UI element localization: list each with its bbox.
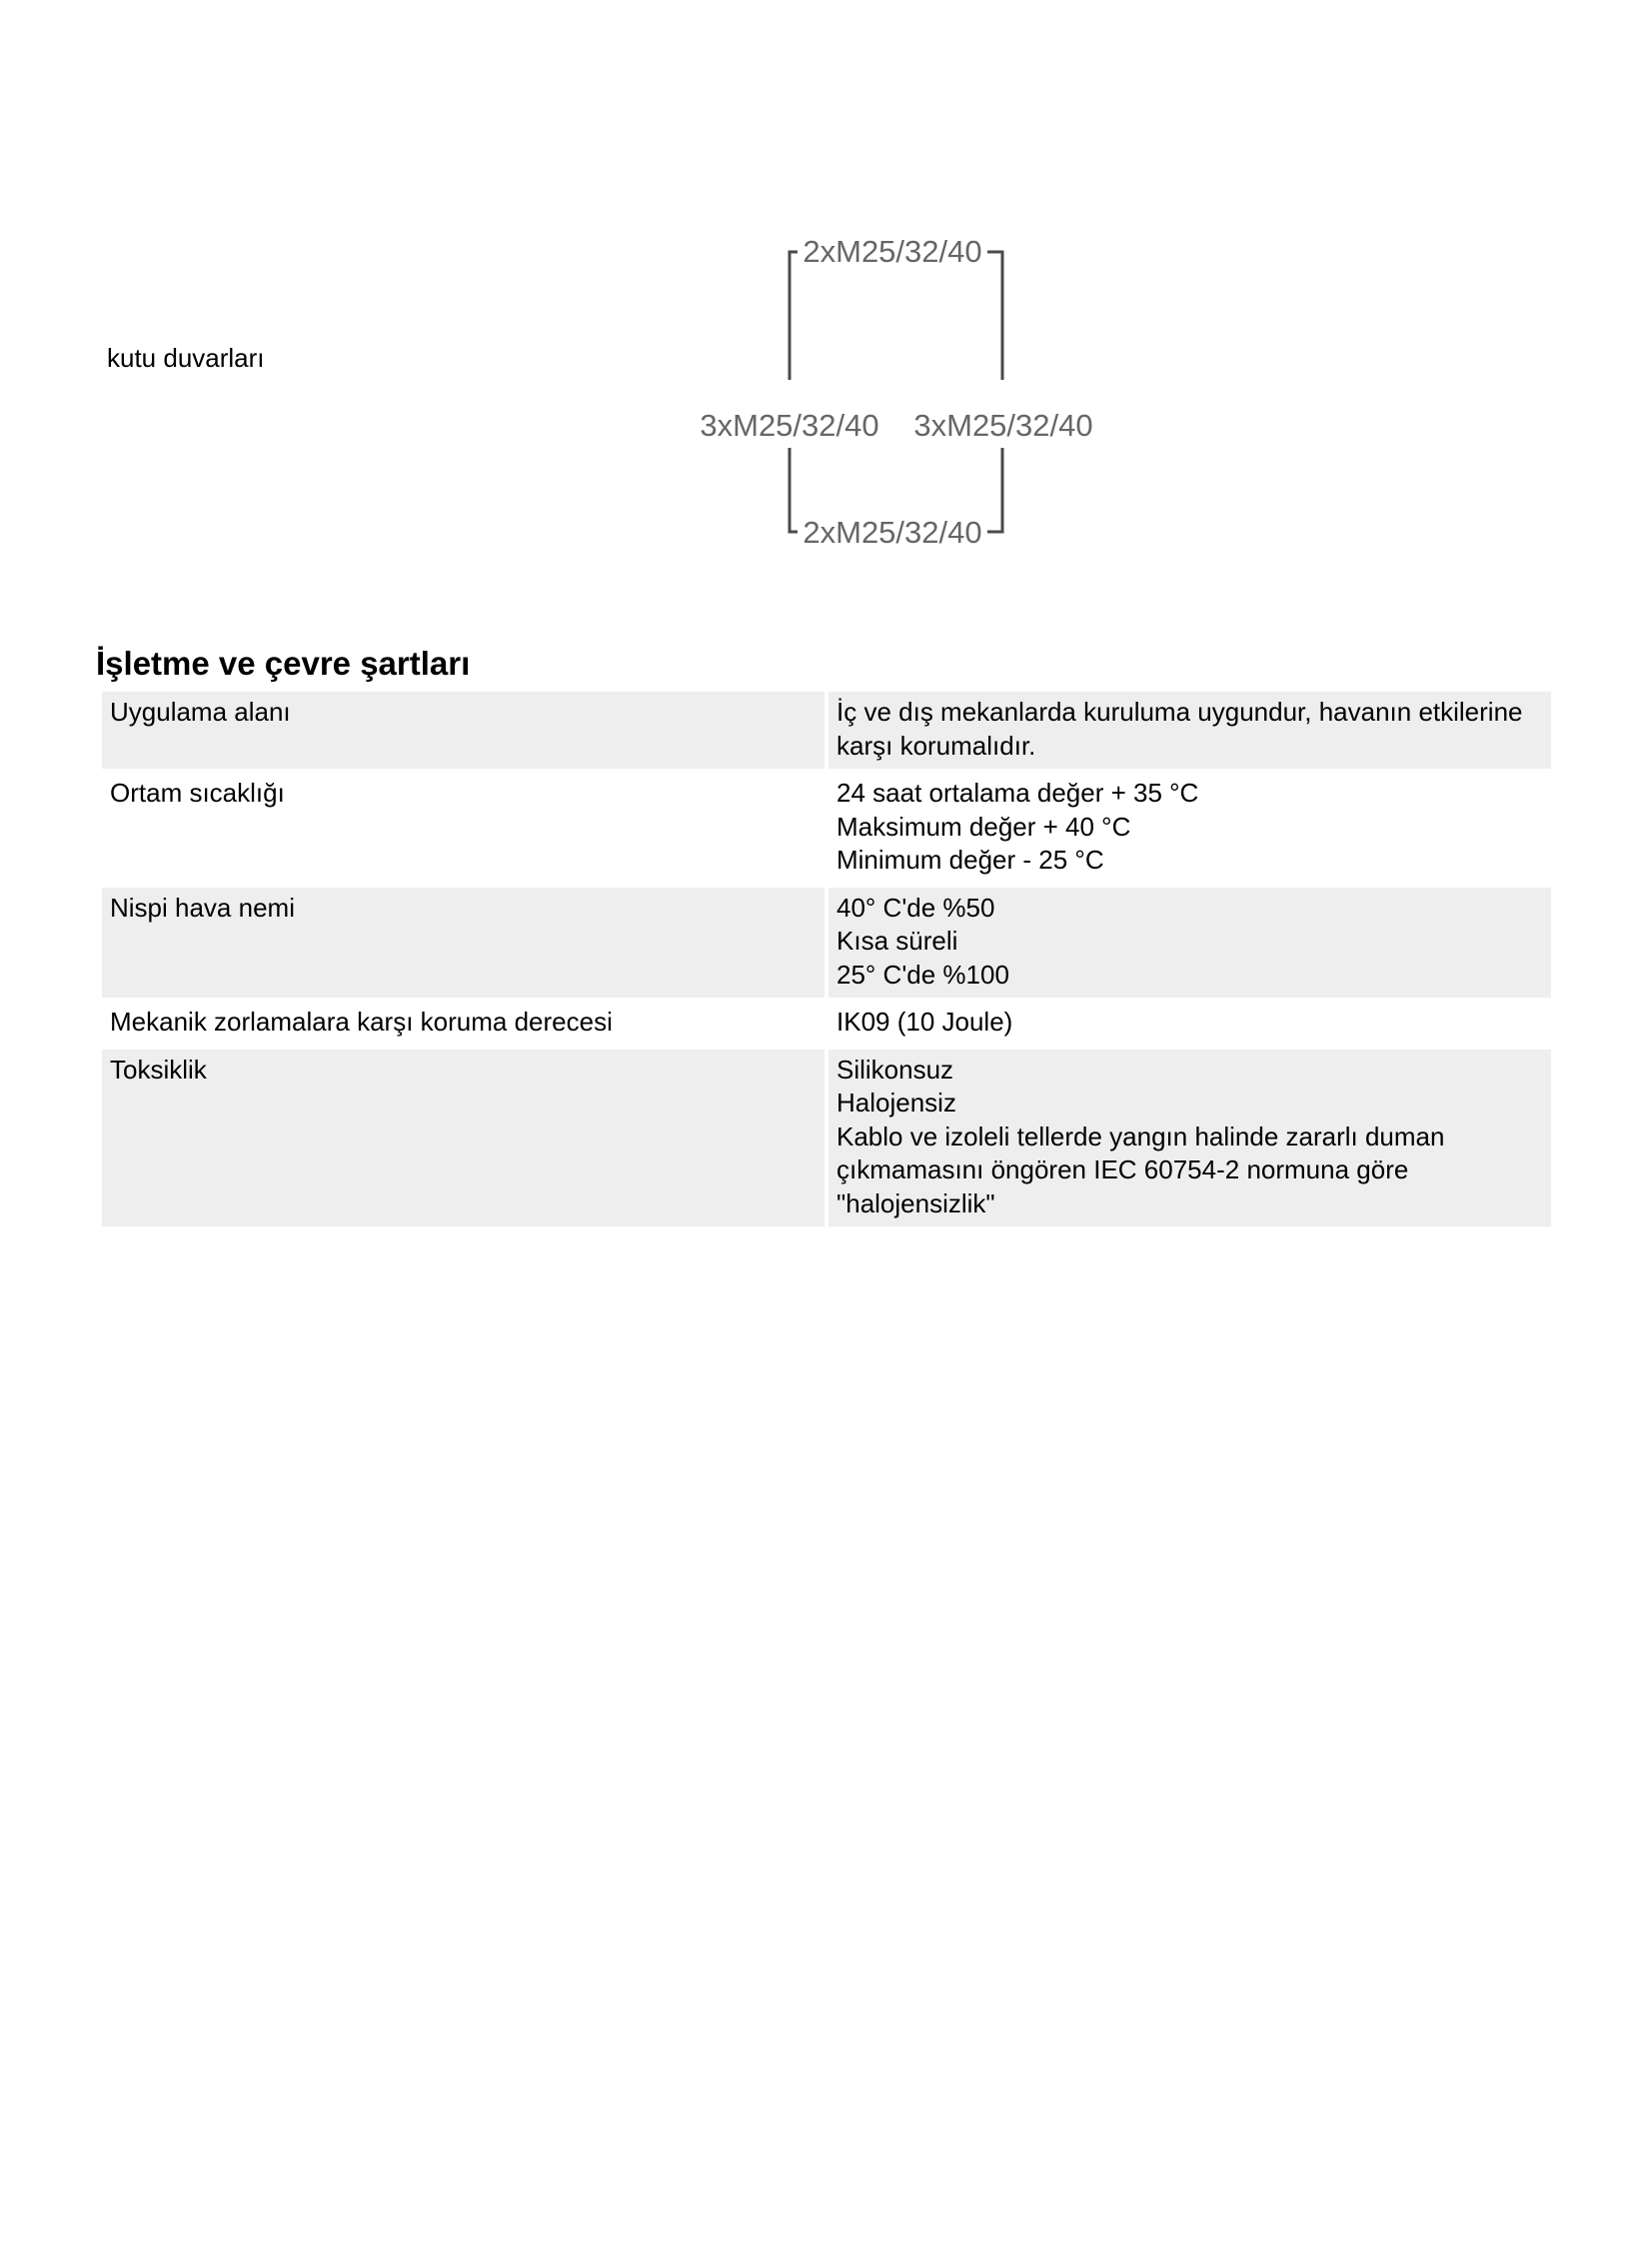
cable-entry-diagram (400, 150, 1099, 630)
diagram-top-label: 2xM25/32/40 (803, 234, 982, 269)
table-row (102, 773, 1551, 884)
diagram-bottom-label: 2xM25/32/40 (803, 515, 982, 550)
diagram-left-label: 3xM25/32/40 (700, 408, 879, 443)
diagram-top-left-bracket (790, 252, 798, 380)
table-row (102, 1002, 1551, 1046)
table-row (102, 1050, 1551, 1227)
value-line: Kablo ve izoleli tellerde yangın halinde zararlı duman çıkmamasını öngören IEC 60754-2 normuna göre "halojensizlik" (836, 1121, 1445, 1218)
value-line: 24 saat ortalama değer + 35 °C (836, 778, 1199, 808)
value-line: Silikonsuz (836, 1054, 954, 1085)
row-value (828, 888, 1551, 999)
diagram-top-right-bracket (987, 252, 1002, 380)
diagram-bottom-right-bracket (987, 448, 1002, 532)
row-label: Mekanik zorlamalara karşı koruma derecesi (102, 1002, 825, 1046)
row-value (828, 773, 1551, 884)
diagram-right-label: 3xM25/32/40 (913, 408, 1093, 443)
row-label: Ortam sıcaklığı (102, 773, 825, 884)
row-value (828, 692, 1551, 769)
table-row (102, 888, 1551, 999)
value-line: 40° C'de %50 (836, 892, 995, 923)
table-row (102, 692, 1551, 769)
walls-label: kutu duvarları (107, 343, 265, 373)
value-line: IK09 (10 Joule) (836, 1007, 1013, 1037)
row-label: Nispi hava nemi (102, 888, 825, 999)
row-value (828, 1002, 1551, 1046)
value-line: Maksimum değer + 40 °C (836, 811, 1131, 842)
value-line: Minimum değer - 25 °C (836, 845, 1104, 875)
section-title: İşletme ve çevre şartları (96, 645, 471, 682)
value-line: Halojensiz (836, 1088, 956, 1118)
value-line: Kısa süreli (836, 926, 958, 956)
diagram-bottom-left-bracket (790, 448, 798, 532)
value-line: 25° C'de %100 (836, 959, 1009, 990)
cable-entry-diagram-svg (400, 150, 1099, 630)
row-label: Uygulama alanı (102, 692, 825, 769)
row-value (828, 1050, 1551, 1227)
row-label: Toksiklik (102, 1050, 825, 1227)
value-line: İç ve dış mekanlarda kuruluma uygundur, havanın etkilerine karşı korumalıdır. (836, 697, 1523, 761)
conditions-table (98, 688, 1555, 1230)
